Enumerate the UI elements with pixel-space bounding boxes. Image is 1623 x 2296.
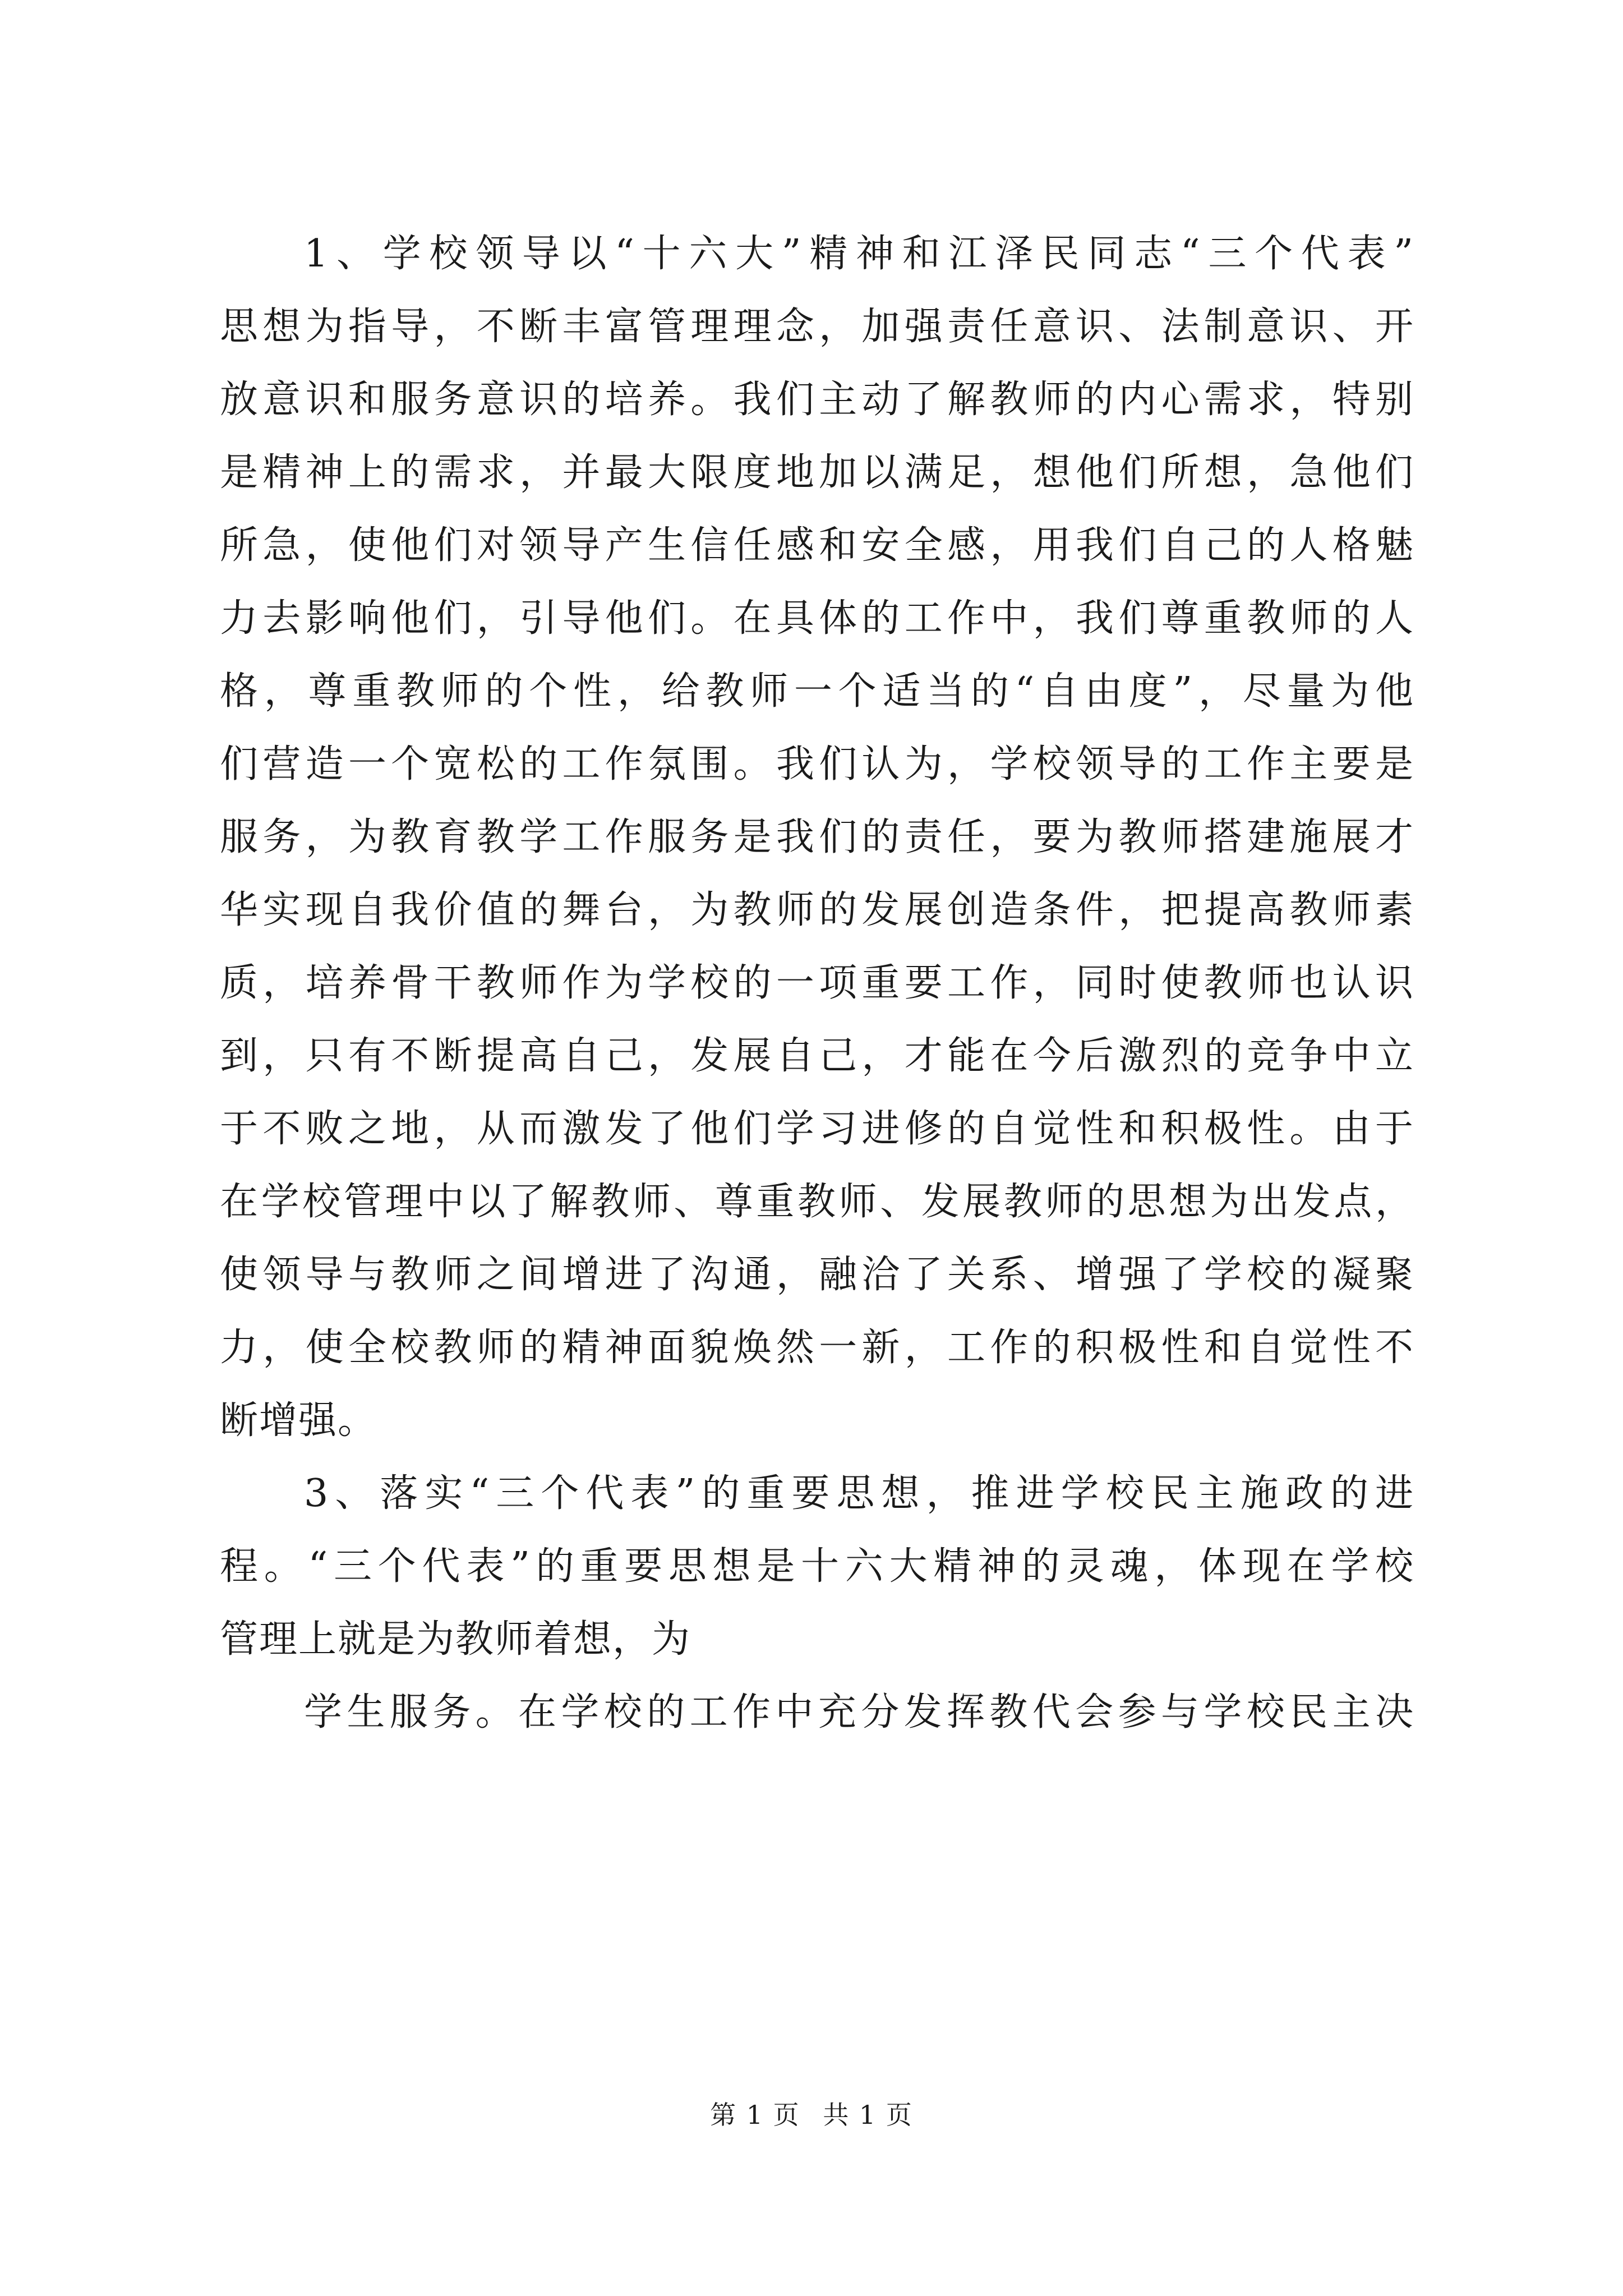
page-number: 第 1 页 <box>710 2100 800 2130</box>
page-total: 共 1 页 <box>823 2100 913 2130</box>
paragraph-1-line-7: 格，尊重教师的个性，给教师一个适当的“自由度”，尽量为他 <box>220 669 1414 714</box>
paragraph-2-line-1: 3、落实“三个代表”的重要思想，推进学校民主施政的进 <box>304 1471 1414 1516</box>
paragraph-1-line-6: 力去影响他们，引导他们。在具体的工作中，我们尊重教师的人 <box>220 596 1414 641</box>
paragraph-1-line-13: 于不败之地，从而激发了他们学习进修的自觉性和积极性。由于 <box>220 1107 1414 1151</box>
paragraph-1-line-2: 思想为指导，不断丰富管理理念，加强责任意识、法制意识、开 <box>220 305 1414 349</box>
page-footer <box>0 2098 1623 2132</box>
paragraph-1-line-15: 使领导与教师之间增进了沟通，融洽了关系、增强了学校的凝聚 <box>220 1253 1414 1297</box>
paragraph-1-line-3: 放意识和服务意识的培养。我们主动了解教师的内心需求，特别 <box>220 378 1414 422</box>
paragraph-3-line-1: 学生服务。在学校的工作中充分发挥教代会参与学校民主决 <box>304 1690 1414 1734</box>
document-body <box>220 218 1414 1749</box>
paragraph-1-line-11: 质，培养骨干教师作为学校的一项重要工作，同时使教师也认识 <box>220 961 1414 1005</box>
paragraph-1-line-10: 华实现自我价值的舞台，为教师的发展创造条件，把提高教师素 <box>220 888 1414 932</box>
paragraph-1-line-14: 在学校管理中以了解教师、尊重教师、发展教师的思想为出发点， <box>220 1180 1414 1224</box>
paragraph-1-line-17: 断增强。 <box>220 1398 377 1443</box>
paragraph-1-line-16: 力，使全校教师的精神面貌焕然一新，工作的积极性和自觉性不 <box>220 1326 1414 1370</box>
paragraph-1-line-9: 服务，为教育教学工作服务是我们的责任，要为教师搭建施展才 <box>220 815 1414 859</box>
paragraph-1-line-12: 到，只有不断提高自己，发展自己，才能在今后激烈的竞争中立 <box>220 1034 1414 1078</box>
paragraph-2-line-2: 程。“三个代表”的重要思想是十六大精神的灵魂，体现在学校 <box>220 1544 1414 1589</box>
paragraph-1-line-4: 是精神上的需求，并最大限度地加以满足，想他们所想，急他们 <box>220 450 1414 495</box>
paragraph-2-line-3: 管理上就是为教师着想，为 <box>220 1617 691 1662</box>
paragraph-1-line-1: 1、学校领导以“十六大”精神和江泽民同志“三个代表” <box>304 232 1414 276</box>
paragraph-1-line-8: 们营造一个宽松的工作氛围。我们认为，学校领导的工作主要是 <box>220 742 1414 786</box>
paragraph-1-line-5: 所急，使他们对领导产生信任感和安全感，用我们自己的人格魅 <box>220 523 1414 568</box>
